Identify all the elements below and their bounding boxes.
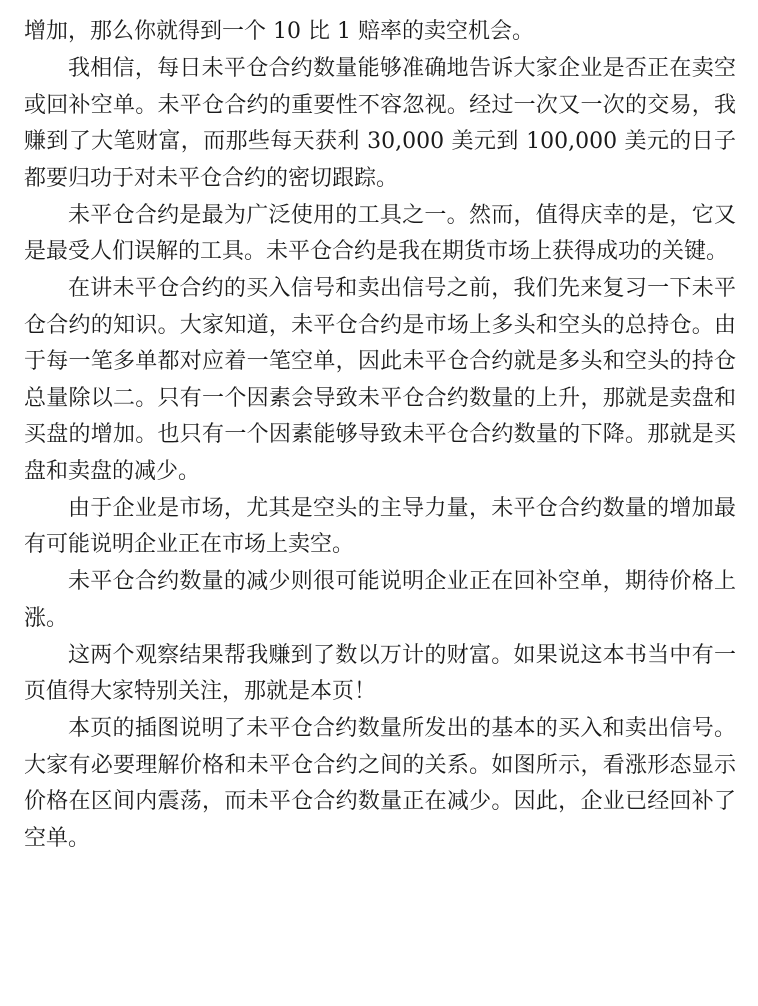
paragraph-commercial-covering: 未平仓合约数量的减少则很可能说明企业正在回补空单，期待价格上涨。: [24, 569, 736, 631]
paragraph-illustration: 本页的插图说明了未平仓合约数量所发出的基本的买入和卖出信号。大家有必要理解价格和未平仓合约之间的关系。如图所示，看涨形态显示价格在区间内震荡，而未平仓合约数量正在减少。因此，企业已经回补了空单。: [24, 716, 736, 851]
paragraph-commercial-selling: 由于企业是市场，尤其是空头的主导力量，未平仓合约数量的增加最有可能说明企业正在市场上卖空。: [24, 495, 736, 557]
paragraph-continuation: 增加，那么你就得到一个 10 比 1 赔率的卖空机会。: [24, 19, 534, 44]
paragraph-observations: 这两个观察结果帮我赚到了数以万计的财富。如果说这本书当中有一页值得大家特别关注，那就是本页！: [24, 642, 736, 704]
paragraph-open-interest-tool: 未平仓合约是最为广泛使用的工具之一。然而，值得庆幸的是，它又是最受人们误解的工具。未平仓合约是我在期货市场上获得成功的关键。: [24, 202, 736, 264]
document-page: [24, 14, 736, 858]
paragraph-open-interest-review: 在讲未平仓合约的买入信号和卖出信号之前，我们先来复习一下未平仓合约的知识。大家知道，未平仓合约是市场上多头和空头的总持仓。由于每一笔多单都对应着一笔空单，因此未平仓合约就是多头和空头的持仓总量除以二。只有一个因素会导致未平仓合约数量的上升，那就是卖盘和买盘的增加。也只有一个因素能够导致未平仓合约数量的下降。那就是买盘和卖盘的减少。: [24, 276, 736, 484]
paragraph-open-interest-daily: 我相信，每日未平仓合约数量能够准确地告诉大家企业是否正在卖空或回补空单。未平仓合约的重要性不容忽视。经过一次又一次的交易，我赚到了大笔财富，而那些每天获利 30,000 美元到 100,000 美元的日子都要归功于对未平仓合约的密切跟踪。: [24, 56, 736, 191]
